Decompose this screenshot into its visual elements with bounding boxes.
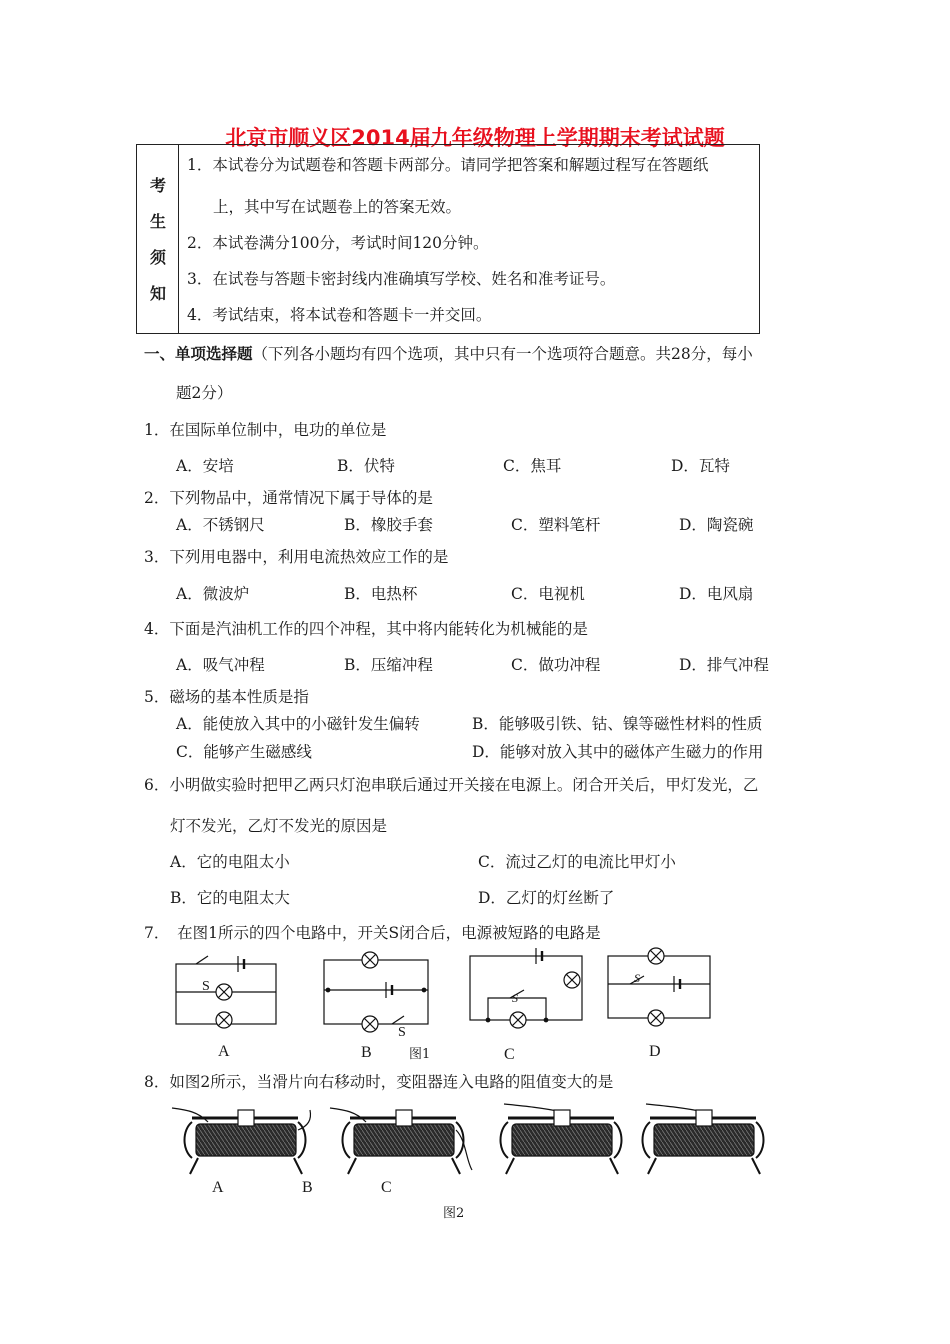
circuit-d — [608, 948, 710, 1026]
option: B．压缩冲程 — [344, 656, 433, 674]
option: A．不锈钢尺 — [176, 516, 265, 534]
option: D．瓦特 — [671, 457, 730, 475]
question-stem-cont: 灯不发光，乙灯不发光的原因是 — [170, 817, 388, 835]
option: B．它的电阻太大 — [170, 889, 290, 907]
option: D．排气冲程 — [679, 656, 769, 674]
switch-label: S — [398, 1025, 406, 1040]
rheostat-a — [172, 1108, 311, 1174]
option: D．能够对放入其中的磁体产生磁力的作用 — [472, 743, 764, 761]
switch-label: S — [634, 971, 640, 985]
question-stem: 6．小明做实验时把甲乙两只灯泡串联后通过开关接在电源上。闭合开关后，甲灯发光，乙 — [144, 776, 759, 794]
circuit-b — [324, 952, 428, 1032]
switch-label: S — [512, 991, 518, 1005]
notice-item: 3．在试卷与答题卡密封线内准确填写学校、姓名和准考证号。 — [187, 270, 616, 288]
rheostat-b — [330, 1108, 472, 1174]
option: D．陶瓷碗 — [679, 516, 754, 534]
option: B．电热杯 — [344, 585, 418, 603]
switch-label: S — [202, 979, 210, 994]
notice-item: 1．本试卷分为试题卷和答题卡两部分。请同学把答案和解题过程写在答题纸 — [187, 156, 709, 174]
figure-2-label-b: B — [302, 1179, 313, 1196]
option: B．能够吸引铁、钴、镍等磁性材料的性质 — [472, 715, 763, 733]
option: D．乙灯的灯丝断了 — [478, 889, 615, 907]
notice-item: 4．考试结束，将本试卷和答题卡一并交回。 — [187, 306, 492, 324]
notice-item: 上，其中写在试题卷上的答案无效。 — [213, 198, 462, 216]
notice-side-char: 知 — [149, 284, 166, 303]
option: C．电视机 — [511, 585, 585, 603]
notice-side-char: 考 — [149, 176, 166, 195]
question-stem: 2．下列物品中，通常情况下属于导体的是 — [144, 489, 433, 507]
question-stem: 1．在国际单位制中，电功的单位是 — [144, 421, 387, 439]
option: C．塑料笔杆 — [511, 516, 601, 534]
option: A．微波炉 — [176, 585, 250, 603]
option: C．流过乙灯的电流比甲灯小 — [478, 853, 676, 871]
notice-box — [136, 144, 760, 334]
figure-2-label-a: A — [212, 1179, 224, 1196]
question-stem: 7． 在图1所示的四个电路中，开关S闭合后，电源被短路的电路是 — [144, 924, 601, 942]
option: B．橡胶手套 — [344, 516, 433, 534]
question-stem: 5．磁场的基本性质是指 — [144, 688, 309, 706]
section-desc: （下列各小题均有四个选项，其中只有一个选项符合题意。共28分，每小 — [252, 345, 753, 363]
rheostat-c — [501, 1104, 622, 1174]
option: A．它的电阻太小 — [170, 853, 290, 871]
question-stem: 3．下列用电器中，利用电流热效应工作的是 — [144, 548, 449, 566]
section-heading-line — [144, 342, 753, 364]
option: D．电风扇 — [679, 585, 754, 603]
figure-1-label-c: C — [504, 1046, 515, 1063]
option: C．能够产生磁感线 — [176, 743, 312, 761]
page-title: 北京市顺义区2014届九年级物理上学期期末考试试题 — [225, 126, 725, 150]
figure-2-caption: 图2 — [443, 1206, 465, 1221]
option: C．焦耳 — [503, 457, 562, 475]
option: C．做功冲程 — [511, 656, 601, 674]
figure-1-caption: 图1 — [409, 1047, 431, 1062]
question-stem: 4．下面是汽油机工作的四个冲程，其中将内能转化为机械能的是 — [144, 620, 588, 638]
notice-item: 2．本试卷满分100分，考试时间120分钟。 — [187, 234, 489, 252]
section-heading: 一、单项选择题 — [144, 344, 253, 363]
option: A．能使放入其中的小磁针发生偏转 — [176, 715, 420, 733]
option: B．伏特 — [337, 457, 395, 475]
section-desc-cont: 题2分） — [176, 384, 233, 402]
circuit-c — [470, 948, 582, 1028]
notice-side-char: 须 — [149, 248, 166, 267]
figure-1-circuits — [160, 944, 730, 1069]
figure-2-label-c: C — [381, 1179, 392, 1196]
figure-2-rheostats — [168, 1100, 768, 1180]
question-stem: 8．如图2所示，当滑片向右移动时，变阻器连入电路的阻值变大的是 — [144, 1073, 614, 1091]
option: A．安培 — [176, 457, 234, 475]
rheostat-d — [643, 1104, 764, 1174]
notice-side-char: 生 — [149, 212, 166, 231]
figure-1-label-d: D — [649, 1043, 661, 1060]
notice-side-label — [137, 145, 179, 333]
figure-1-label-a: A — [218, 1043, 230, 1060]
figure-1-label-b: B — [361, 1044, 372, 1061]
circuit-a — [176, 956, 276, 1028]
option: A．吸气冲程 — [176, 656, 265, 674]
